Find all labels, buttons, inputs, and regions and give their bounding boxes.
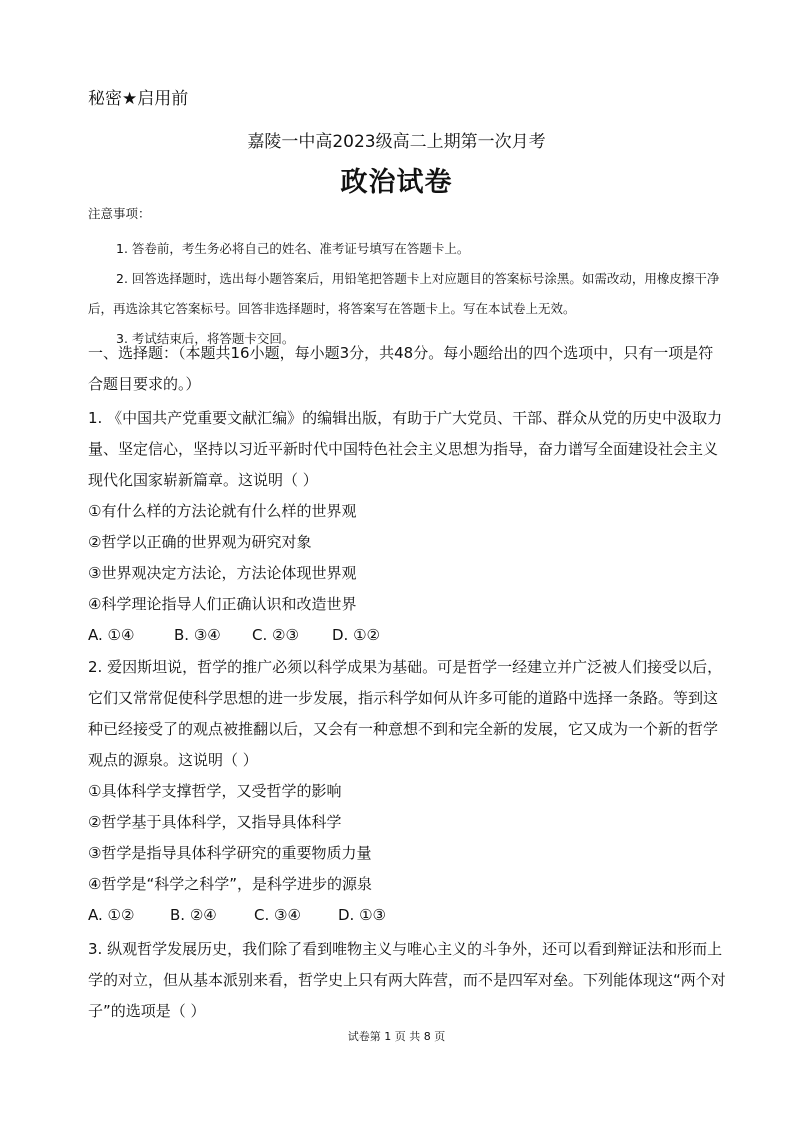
option-b: B. ③④	[174, 626, 221, 644]
notes-heading: 注意事项：	[88, 206, 151, 221]
question-stem: 3. 纵观哲学发展历史，我们除了看到唯物主义与唯心主义的斗争外，还可以看到辩证法和形而上学的对立，但从基本派别来看，哲学史上只有两大阵营，而不是四军对垒。下列能体现这“两个对子”的选项是（ ）	[88, 940, 726, 1020]
statement: ①有什么样的方法论就有什么样的世界观	[88, 502, 357, 520]
answer-options	[88, 900, 728, 931]
statement: ②哲学基于具体科学，又指导具体科学	[88, 813, 342, 831]
notes-block	[88, 204, 728, 354]
option-a: A. ①④	[88, 626, 135, 644]
option-c: C. ③④	[254, 906, 301, 924]
section-heading: 一、选择题：（本题共16小题，每小题3分，共48分。每小题给出的四个选项中，只有一项是符合题目要求的。）	[88, 344, 714, 393]
statement: ③世界观决定方法论，方法论体现世界观	[88, 564, 357, 582]
question-2	[88, 652, 728, 931]
option-a: A. ①②	[88, 906, 135, 924]
statement: ②哲学以正确的世界观为研究对象	[88, 533, 312, 551]
question-stem: 1. 《中国共产党重要文献汇编》的编辑出版，有助于广大党员、干部、群众从党的历史中汲取力量、坚定信心，坚持以习近平新时代中国特色社会主义思想为指导，奋力谱写全面建设社会主义现代化国家崭新篇章。这说明（ ）	[88, 409, 723, 489]
statement: ④哲学是“科学之科学”，是科学进步的源泉	[88, 875, 372, 893]
note-item-3: 3. 考试结束后，将答题卡交回。	[116, 331, 295, 346]
statement: ④科学理论指导人们正确认识和改造世界	[88, 595, 357, 613]
note-item-2: 2. 回答选择题时，选出每小题答案后，用铅笔把答题卡上对应题目的答案标号涂黑。如需改动，用橡皮擦干净后，再选涂其它答案标号。回答非选择题时，将答案写在答题卡上。写在本试卷上无效。	[88, 271, 720, 316]
question-3	[88, 934, 728, 1027]
option-b: B. ②④	[170, 906, 217, 924]
question-stem: 2. 爱因斯坦说，哲学的推广必须以科学成果为基础。可是哲学一经建立并广泛被人们接受以后，它们又常常促使科学思想的进一步发展，指示科学如何从许多可能的道路中选择一条路。等到这种已经接受了的观点被推翻以后，又会有一种意想不到和完全新的发展，它又成为一个新的哲学观点的源泉。这说明（ ）	[88, 658, 723, 769]
subject-title: 政治试卷	[340, 167, 453, 198]
option-d: D. ①②	[332, 626, 380, 644]
secret-label: 秘密★启用前	[88, 89, 189, 109]
statement: ①具体科学支撑哲学，又受哲学的影响	[88, 782, 342, 800]
page-footer: 试卷第 1 页 共 8 页	[347, 1030, 446, 1043]
option-c: C. ②③	[252, 626, 299, 644]
exam-title: 嘉陵一中高2023级高二上期第一次月考	[247, 132, 546, 152]
answer-options	[88, 620, 728, 651]
option-d: D. ①③	[338, 906, 386, 924]
question-1	[88, 403, 728, 651]
note-item-1: 1. 答卷前，考生务必将自己的姓名、准考证号填写在答题卡上。	[116, 241, 470, 256]
statement: ③哲学是指导具体科学研究的重要物质力量	[88, 844, 372, 862]
